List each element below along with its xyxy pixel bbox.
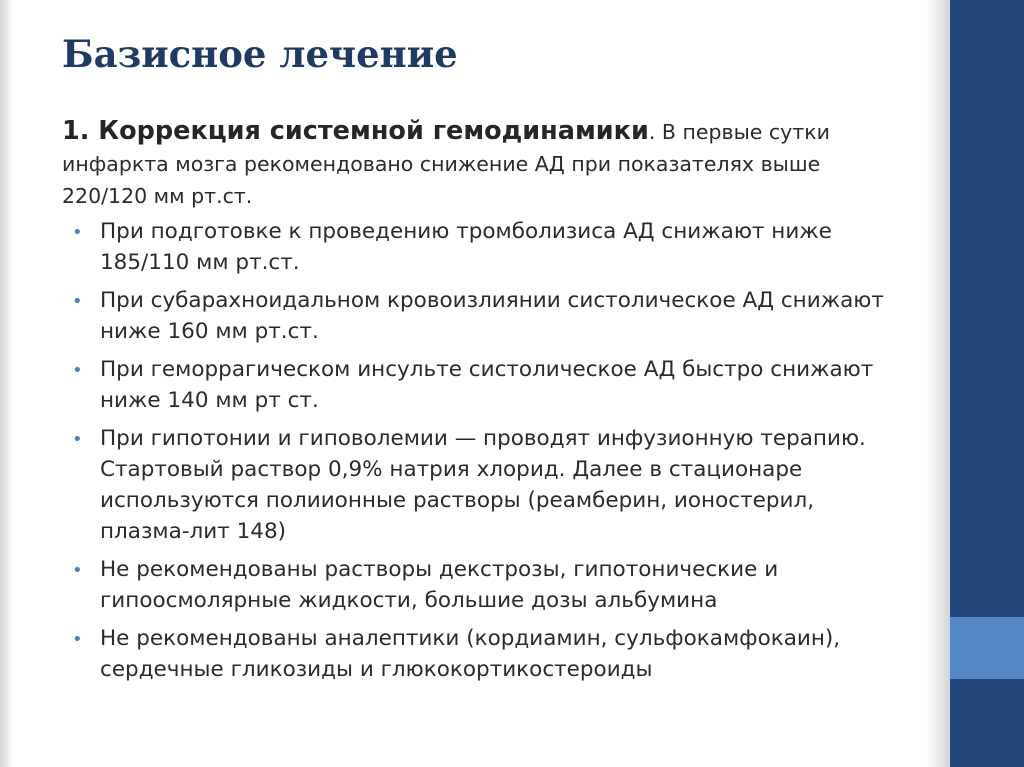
- bullet-icon: •: [72, 291, 83, 312]
- bullet-icon: •: [72, 560, 83, 581]
- bullet-icon: •: [72, 429, 83, 450]
- bullet-item: [62, 216, 907, 278]
- bullet-icon: •: [72, 360, 83, 381]
- right-edge-shadow: [926, 0, 950, 767]
- sidebar-accent-block: [950, 617, 1024, 679]
- intro-paragraph: [62, 115, 907, 212]
- bullet-text: При гипотонии и гиповолемии — проводят инфузионную терапию. Стартовый раствор 0,9% натрия хлорид. Далее в стационаре используются полиионные растворы (реамберин, ионостерил, плазма-лит 148): [100, 426, 866, 544]
- bullet-text: При субарахноидальном кровоизлиянии систолическое АД снижают ниже 160 мм рт.ст.: [100, 288, 884, 344]
- bullet-icon: •: [72, 222, 83, 243]
- intro-text: . В первые сутки инфаркта мозга рекомендовано снижение АД при показателях выше 220/120 мм рт.ст.: [62, 120, 830, 208]
- intro-heading: 1. Коррекция системной гемодинамики: [62, 116, 649, 146]
- bullet-list: [62, 216, 907, 685]
- bullet-item: [62, 285, 907, 347]
- bullet-item: [62, 554, 907, 616]
- bullet-item: [62, 423, 907, 547]
- bullet-text: Не рекомендованы растворы декстрозы, гипотонические и гипоосмолярные жидкости, большие дозы альбумина: [100, 557, 779, 613]
- bullet-item: [62, 623, 907, 685]
- bullet-item: [62, 354, 907, 416]
- slide-content: [62, 115, 907, 692]
- bullet-icon: •: [72, 629, 83, 650]
- left-edge-shadow: [0, 0, 14, 767]
- bullet-text: При подготовке к проведению тромболизиса АД снижают ниже 185/110 мм рт.ст.: [100, 219, 832, 275]
- bullet-text: Не рекомендованы аналептики (кордиамин, сульфокамфокаин), сердечные гликозиды и глюкокортикостероиды: [100, 626, 841, 682]
- bullet-text: При геморрагическом инсульте систолическое АД быстро снижают ниже 140 мм рт ст.: [100, 357, 874, 413]
- slide-title: Базисное лечение: [62, 32, 458, 76]
